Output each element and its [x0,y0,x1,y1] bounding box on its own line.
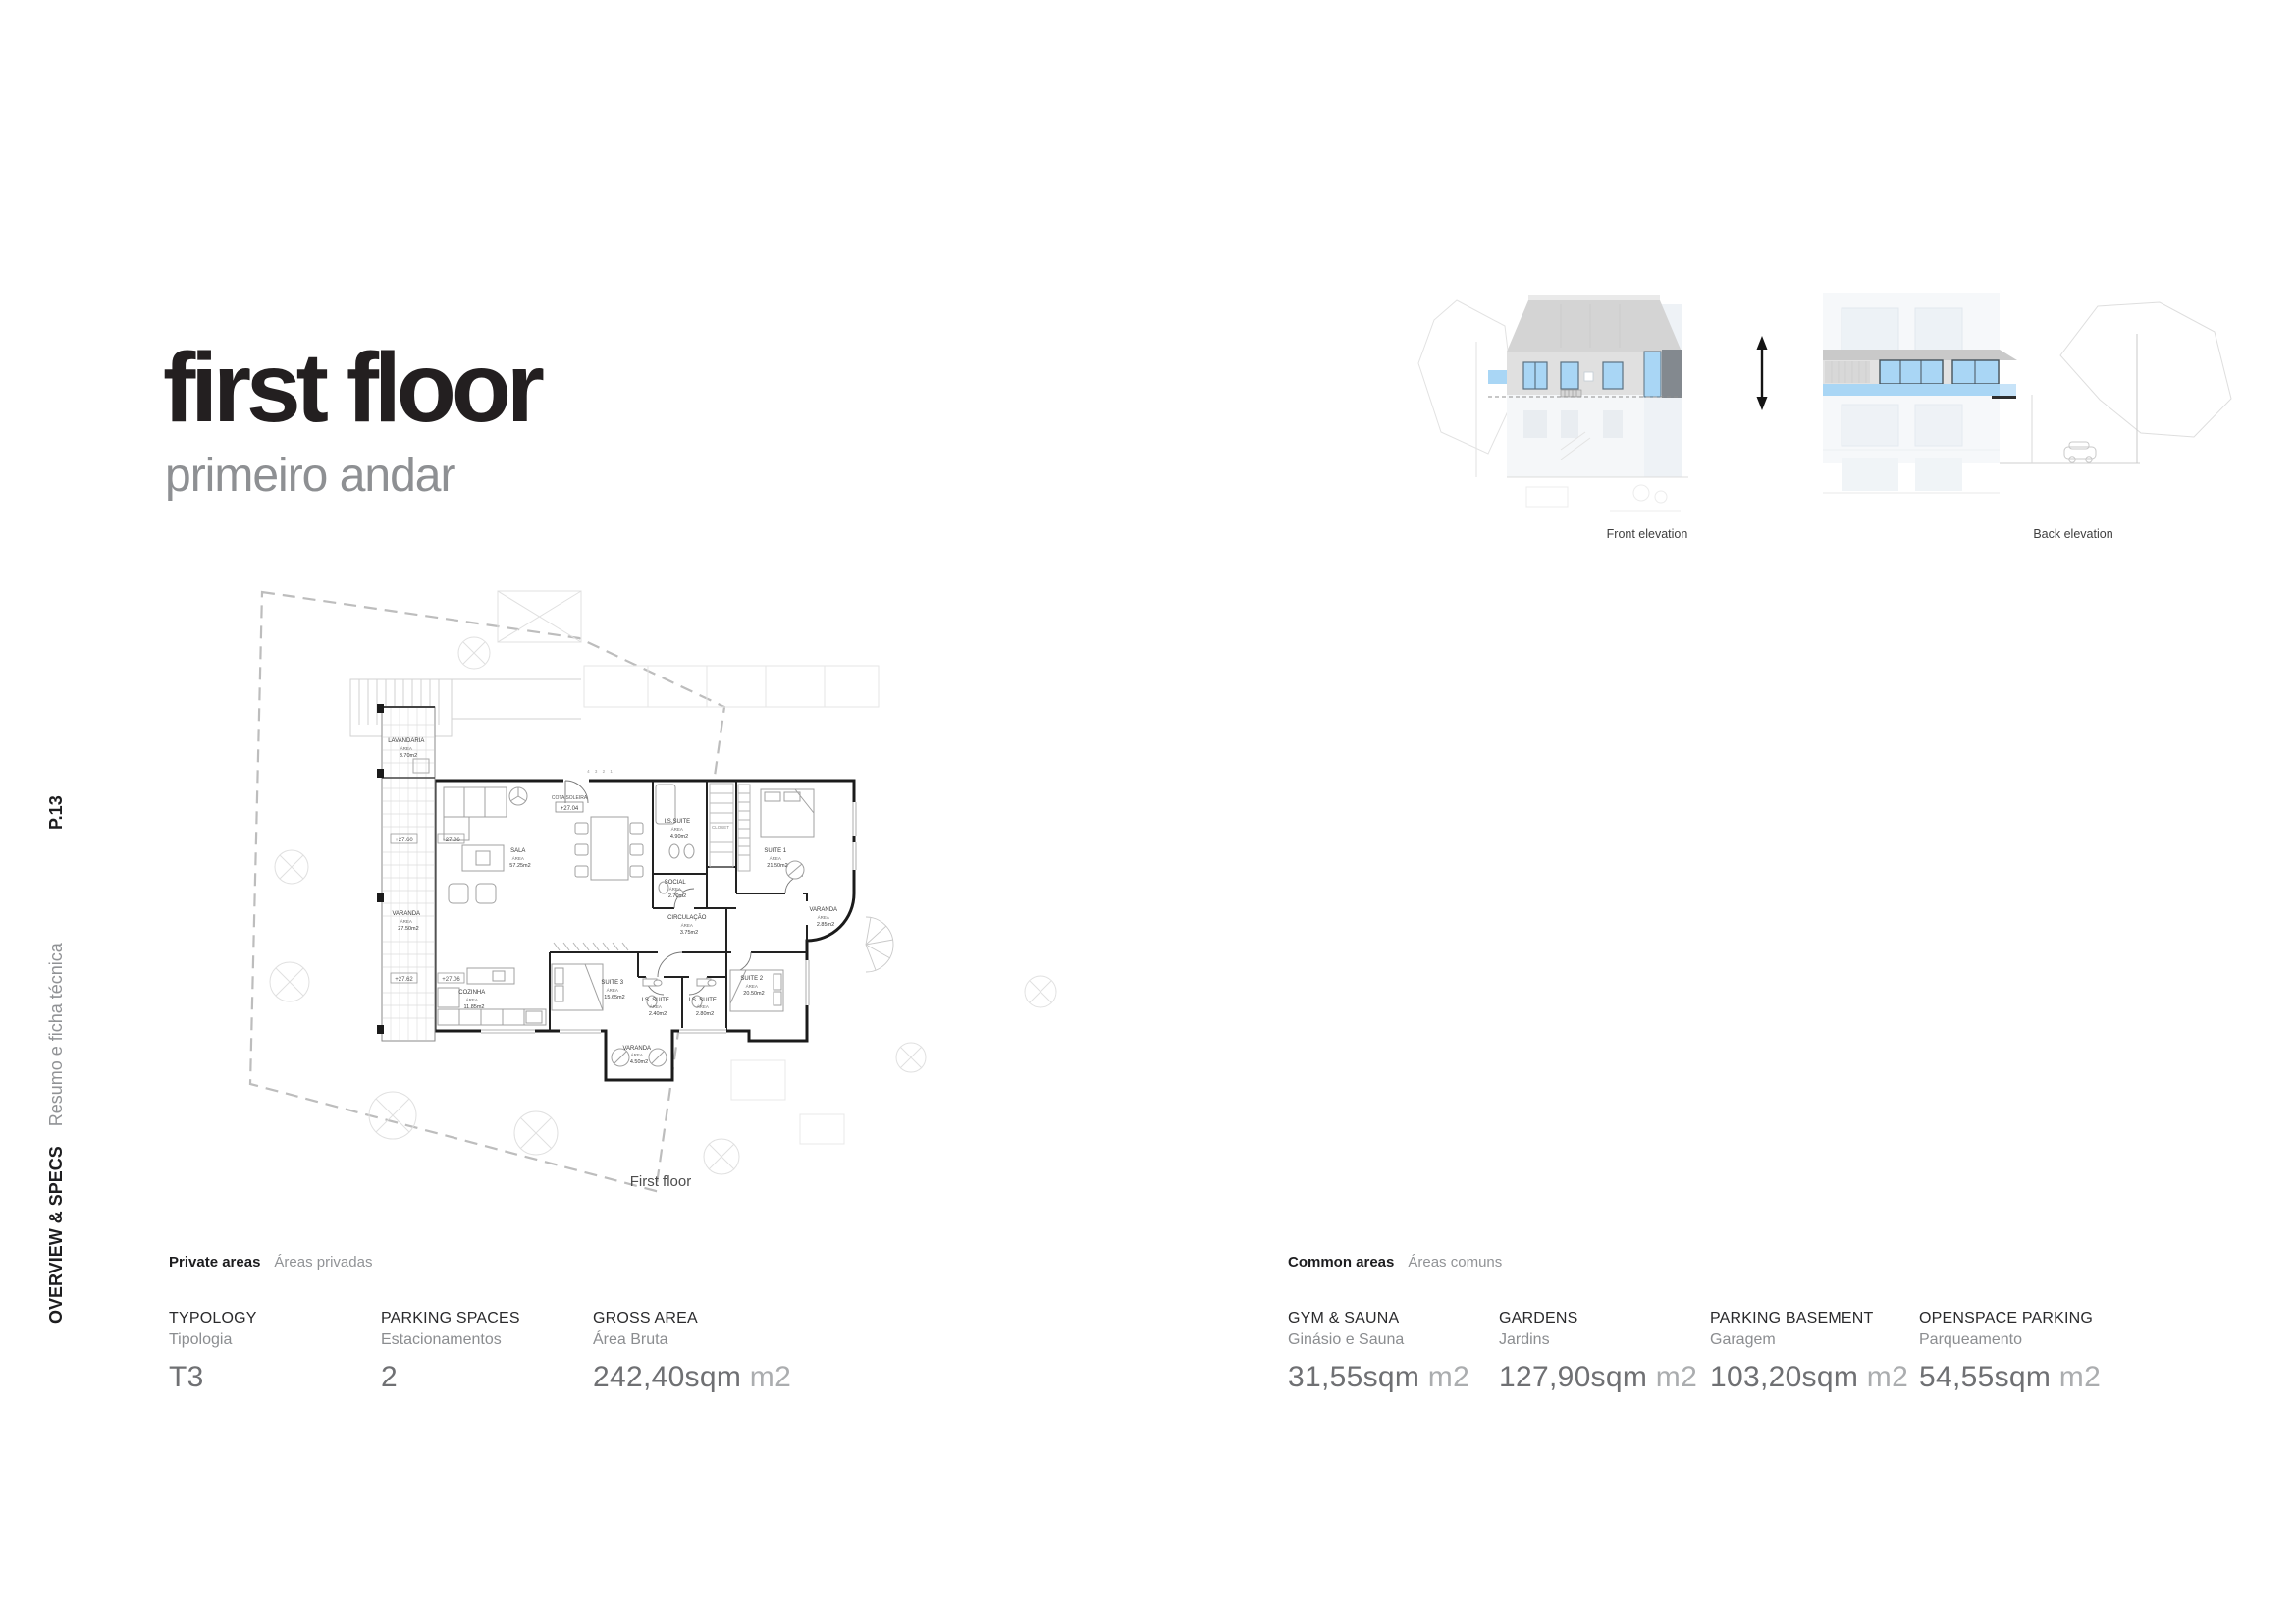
room-label-is-suite-right: I.S. SUITE ÁREA 2.80m2 [688,998,717,1017]
private-areas-subtitle: Áreas privadas [274,1254,373,1271]
room-label-lavandaria: LAVANDARIA ÁREA 3.70m2 [388,738,425,759]
page-title: first floor [163,333,540,443]
room-label-varanda-west: VARANDA ÁREA 27.50m2 [392,911,421,932]
spec-sublabel: Estacionamentos [381,1331,502,1348]
spec-value: 54,55sqm m2 [1919,1361,2102,1393]
common-areas-header [1288,1254,2289,1271]
spec-openspace-parking [1919,1310,2101,1394]
bed-suite1 [761,789,814,837]
level-marker-text: +27.60 [395,838,413,843]
room-label-sala: SALA ÁREA 57.25m2 [509,848,531,869]
common-areas-title: Common areas [1288,1254,1395,1271]
spec-label: GROSS AREA [593,1310,698,1326]
spec-sublabel: Jardins [1499,1331,1550,1348]
level-marker-text: +27.06 [442,838,460,843]
back-elevation-drawing [1823,293,2231,541]
spec-sublabel: Garagem [1710,1331,1776,1348]
spec-label: TYPOLOGY [169,1310,257,1326]
svg-text:COTA SOLEIRA: COTA SOLEIRA [551,795,588,801]
room-label-suite3: SUITE 3 ÁREA 15.65m2 [601,980,625,1001]
section-label-en: OVERVIEW & SPECS [46,1146,66,1324]
emblem [509,787,527,805]
bed-suite3 [552,964,603,1010]
railing [1561,390,1581,397]
common-areas-subtitle: Áreas comuns [1408,1254,1503,1271]
balcony-band [1823,384,2016,396]
spec-value: 31,55sqm m2 [1288,1361,1470,1393]
windows-blue [1880,360,1999,384]
spec-label: OPENSPACE PARKING [1919,1310,2094,1326]
armchair [449,884,468,903]
slab [1823,350,2017,360]
spec-sublabel: Ginásio e Sauna [1288,1331,1405,1348]
spec-parking-basement [1710,1310,1908,1394]
side-volume [1662,350,1682,398]
spec-value: 127,90sqm m2 [1499,1361,1698,1393]
spec-parking-spaces [381,1310,520,1394]
page-number: P.13 [46,795,66,830]
page-subtitle: primeiro andar [165,450,455,502]
spec-value: 242,40sqm m2 [593,1361,792,1393]
chair-suite1 [786,861,804,879]
section-label-pt: Resumo e ficha técnica [46,943,66,1127]
private-areas-section [169,1254,1052,1398]
dining-table [575,817,643,880]
entry-steps: 4 3 2 1 [587,769,614,774]
spec-value: 2 [381,1361,398,1393]
fireplace [462,845,504,871]
spec-label: PARKING BASEMENT [1710,1310,1874,1326]
room-label-is-suite-top: I.S.SUITE ÁREA 4.90m2 [664,819,691,839]
windows-blue [1523,362,1623,389]
spec-gardens [1499,1310,1697,1394]
elevations [1414,285,2248,550]
section-label [46,943,67,1324]
spiral-stair [866,917,893,972]
plan-caption: First floor [629,1173,692,1190]
spec-sublabel: Área Bruta [593,1331,668,1348]
private-areas-title: Private areas [169,1254,261,1271]
room-label-is-suite-left: I.S. SUITE ÁREA 2.40m2 [641,998,669,1017]
tree-sketch [1418,300,1514,477]
tree-sketch [2060,302,2231,463]
private-areas-header [169,1254,1052,1271]
back-elevation-label: Back elevation [2033,527,2113,541]
front-elevation-label: Front elevation [1606,527,1688,541]
level-marker-text: +27.62 [395,977,413,983]
spec-sublabel: Tipologia [169,1331,233,1348]
room-label-circulacao: CIRCULAÇÃO ÁREA 3.75m2 [667,915,707,936]
spec-label: PARKING SPACES [381,1310,520,1326]
spec-gross-area [593,1310,791,1394]
roof [1507,300,1682,352]
spec-value: T3 [169,1361,204,1393]
car-sketch [2064,442,2096,462]
room-label-suite2: SUITE 2 ÁREA 20.50m2 [740,976,765,997]
title-block [163,333,540,503]
spec-value: 103,20sqm m2 [1710,1361,1909,1393]
room-label-varanda-curved: VARANDA ÁREA 2.85m2 [809,907,838,928]
room-label-social: SOCIAL ÁREA 2.70m2 [664,880,687,899]
front-elevation-drawing [1418,295,1688,541]
spec-gym-sauna [1288,1310,1469,1394]
common-areas-section [1288,1254,2289,1398]
room-label-cozinha: COZINHA ÁREA 11.85m2 [458,990,486,1010]
level-marker-text: +27.06 [442,977,460,983]
spec-label: GYM & SAUNA [1288,1310,1400,1326]
spec-sublabel: Parqueamento [1919,1331,2022,1348]
elevation-compare-arrow [1757,336,1768,410]
room-label-varanda-south: VARANDA ÁREA 4.50m2 [622,1046,652,1065]
armchair [476,884,496,903]
spec-label: GARDENS [1499,1310,1578,1326]
svg-text:+27.04: +27.04 [560,806,579,812]
room-label-closet: CLOSET [711,825,730,830]
spec-typology [169,1310,257,1394]
floor-plan [236,569,1119,1208]
room-label-suite1: SUITE 1 ÁREA 21.50m2 [764,848,788,869]
